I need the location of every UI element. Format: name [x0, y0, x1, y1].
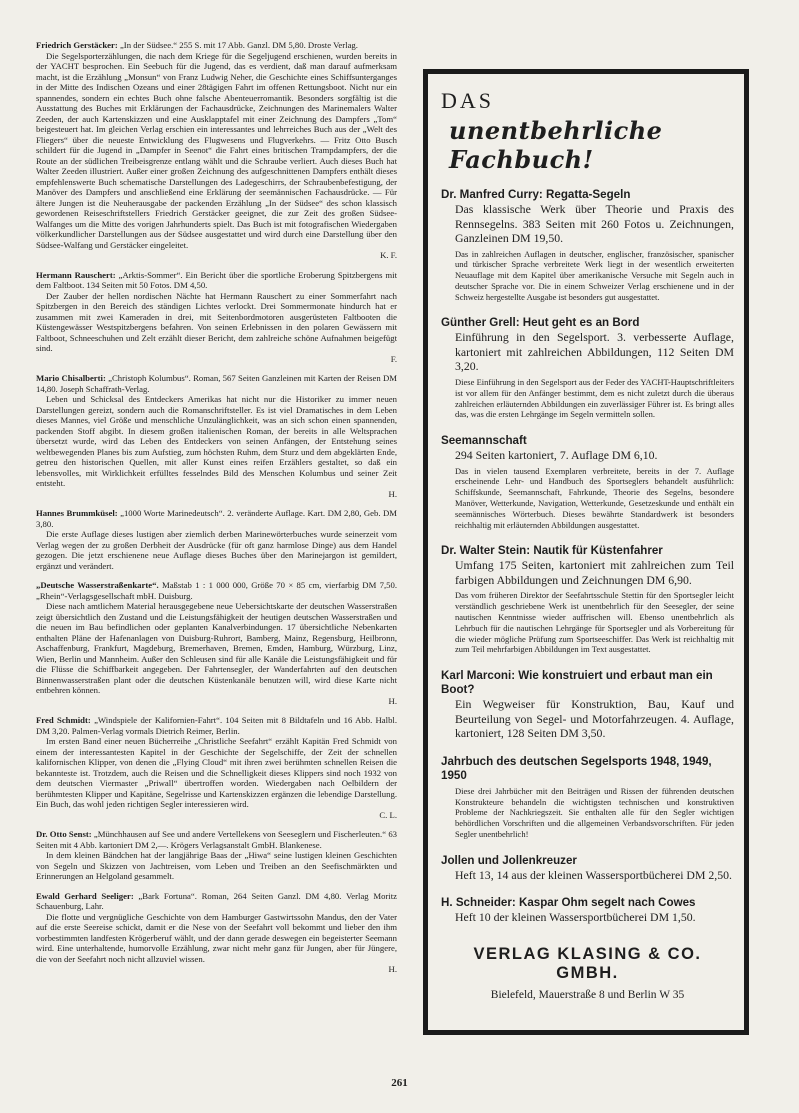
review-body: Die flotte und vergnügliche Geschichte von dem Hamburger Gastwirtssohn Mandus, den der Vater auf die erste Seereise schickt, damit er die Nese von der Seefahrt voll bekommt und lieber den ihm vorbestimmten landfesten Krögerberuf wählt, und der dann gerade deswegen ein begeisterter Seemann wird. Eine unterhaltende, humorvolle Erzählung, zwar nicht mehr ganz für Jungen, aber für Jüngere, die von der Seefahrt noch nicht allzuviel wissen.	[36, 911, 397, 964]
book-details: Umfang 175 Seiten, kartoniert mit zahlreichen zum Teil farbigen Abbildungen und Zeichnungen DM 6,90.	[455, 558, 734, 587]
book-description: Das in zahlreichen Auflagen in deutscher, englischer, französischer, spanischer und türkischer Sprache verbreitete Werk liegt in der wesentlich erweiterten Neuauflage mit dem Kapitel über amerikanische Versuche mit Segeln auch in deutscher Sprache vor. Die in einem Schweizer Verlag erschienene und in der Schweiz hergestellte Ausgabe ist besonders gut ausgestattet.	[455, 248, 734, 302]
review-signature: H.	[388, 695, 397, 706]
review-signature: H.	[388, 964, 397, 974]
book-title: Dr. Walter Stein: Nautik für Küstenfahrer	[441, 544, 663, 558]
review-item	[36, 508, 397, 571]
review-meta: „1000 Worte Marinedeutsch“. 2. veränderte Auflage. Kart. DM 2,80, Geb. DM 3,80.	[36, 508, 397, 529]
advertisement-box	[423, 69, 749, 1035]
review-body: Die Segelsporterzählungen, die nach dem Kriege für die Segeljugend erschienen, wurden bereits in der YACHT besprochen. Ein Seebuch für die Jugend, das es verdient, daß man darauf aufmerksam macht, ist die Erzählung „Monsun“ von Franz Ludwig Neher, die Geschichte eines Schiffsunterganges in der Mitte des Indischen Ozeans und einer 28tägigen Fahrt im offenen Rettungsboot. Nicht nur ein spannendes, sondern ein echtes Buch ohne falsche Abenteuerromantik. Besonders sorgfältig ist die Ausstattung des Buches mit Erklärungen der Fachausdrücke, Zeichnungen des Marinemalers Walter Zeeden, der auch Kartenskizzen und eine Ausklapptafel mit einer Zeichnung des Dampfers „Tom“ beigesteuert hat. Im gleichen Verlag erschien ein interessantes und lehrreiches Buch aus der „Welt des Fliegers“ über die neueste Entwicklung des Flugwesens und Flugverkehrs. — Fritz Otto Busch schildert für die Jugend in „Dampfer in Seenot“ die Fahrt eines britischen Trampdampfers, der die Route an der südlichen Treibeisgrenze entlang wählt und die Schraube verliert. Auch dieses Buch hat Walter Zeeden illustriert. Außer einer großen Zeichnung des aufgeschnittenen Dampfers enthält dieses empfehlenswerte Buch schematische Darstellungen des Ladegeschirrs, der Schraubenbefestigung, der Manöver des Dampfers und anschließend eine Erklärung der seemännischen Fachausdrücke. — Für ältere Jungen ist die Neuherausgabe der packenden Erzählung „In der Südsee“ des schon klassisch gewordenen Reiseschriftstellers Friedrich Gerstäcker geeignet, die zur Zeit des großen Südsee-Walfanges um die Mitte des vorigen Jahrhunderts spielt. Das Buch ist mit fotografischen Wiedergaben völkerkundlicher Darstellungen aus der Südsee ausgestattet und wird durch eine Darstellung über den Südsee-Walfang und Gerstäcker eingeleitet.	[36, 50, 397, 250]
book-entry	[441, 755, 734, 840]
book-description: Diese drei Jahrbücher mit den Beiträgen und Rissen der führenden deutschen Konstrukteure behandeln die wichtigsten technischen und konstruktiven Probleme der Nachkriegszeit. Sie enthalten alle für den Segler wichtigen behördlichen Vorschriften und die allgemeinen Verbandsvorschriften. Für jeden Segler unentbehrlich!	[455, 785, 734, 839]
book-details: Das klassische Werk über Theorie und Praxis des Rennsegelns. 383 Seiten mit 260 Fotos u. Zeichnungen, Ganzleinen DM 19,50.	[455, 202, 734, 245]
review-body: Der Zauber der hellen nordischen Nächte hat Hermann Rauschert zu einer Sommerfahrt nach Spitzbergen in den Bereich des ständigen Lichtes verlockt. Drei Sommermonate hindurch hat er zusammen mit zwei Kameraden in drei, mit Seitenbordmotoren ausgerüsteten Faltbooten die Küstengewässer Westspitzbergens befahren. Von seinen Erlebnissen in den polaren Gewässern mit Faltboot, Schneeschuhen und Zelt erzählt dieser Bericht, dem zahlreiche schöne Aufnahmen beigefügt sind.	[36, 290, 397, 353]
review-author: Fred Schmidt:	[36, 715, 91, 725]
book-list	[441, 188, 734, 925]
book-title: Jahrbuch des deutschen Segelsports 1948, 1949, 1950	[441, 754, 712, 782]
review-body: Im ersten Band einer neuen Bücherreihe „Christliche Seefahrt“ erzählt Kapitän Fred Schmidt von einem der interessantesten Kapitel in der Geschichte der Segelschiffe, der Zeit der schnellen kalifornischen Klipper, von denen die „Flying Cloud“ mit ihren zwei berühmten schnellen Reisen die bekannteste ist. Trotzdem, auch die Reisen und die Schnelligkeit dieses Klippers sind noch 1932 von dem deutschen Viermaster „Priwall“ übertroffen worden. Wiedergaben nach Oelbildern der berühmtesten Klipper und Kapitäne, Segelrisse und Kartenskizzen ergänzen die lebendige Darstellung. Ein Buch, das wohl jeden richtigen Segler interessieren wird.	[36, 736, 397, 809]
review-body: Diese nach amtlichem Material herausgegebene neue Uebersichtskarte der deutschen Wasserstraßen zeigt übersichtlich den Zustand und die Leistungsfähigkeit der heutigen deutschen Wasserstraßen und die neuen im Bau befindlichen oder geplanten Kanalverbindungen. 17 übersichtliche Nebenkarten enthalten Pläne der Hafenanlagen von Duisburg-Ruhrort, Bamberg, Mainz, Regensburg, Heilbronn, Aschaffenburg, Frankfurt, Magdeburg, Bremerhaven, Bremen, Emden, Hamburg, Würzburg, Linz, Wien, Berlin und Mannheim. Außer den Schleusen sind für alle Kanäle die Leistungsfähigkeit und für die Flüsse die Schiffbarkeit angegeben. Der Fahrtensegler, der Wanderfahrten auf den deutschen Binnenwasserstraßen plant oder die deutschen Küstenkanäle benutzen will, wird diese Karte nicht entbehren können.	[36, 601, 397, 695]
publisher-address: Bielefeld, Mauerstraße 8 und Berlin W 35	[490, 988, 685, 1001]
ad-heading: DAS	[441, 88, 495, 113]
book-title: Karl Marconi: Wie konstruiert und erbaut man ein Boot?	[441, 669, 713, 697]
review-author: Ewald Gerhard Seeliger:	[36, 890, 134, 901]
review-meta: „Christoph Kolumbus“. Roman, 567 Seiten Ganzleinen mit Karten der Reisen DM 14,80. Joseph Schaffrath-Verlag.	[36, 373, 397, 394]
page-number: 261	[391, 1077, 408, 1089]
book-details: Heft 10 der kleinen Wassersportbücherei DM 1,50.	[455, 910, 696, 925]
review-body: In dem kleinen Bändchen hat der langjährige Baas der „Hiwa“ seine lustigen kleinen Geschichten von Segeln und Skizzen von Jachtreisen, vom Leben und Treiben an den Seefischmärkten und Erinnerungen an Helgoland gesammelt.	[36, 850, 397, 881]
ad-slogan: unentbehrliche Fachbuch!	[449, 116, 663, 174]
review-author: Hannes Brummküsel:	[36, 508, 118, 518]
book-details: 294 Seiten kartoniert, 7. Auflage DM 6,10.	[455, 448, 658, 463]
review-signature: F.	[390, 353, 397, 364]
book-title: Seemannschaft	[441, 434, 527, 448]
review-signature: C. L.	[379, 809, 397, 820]
book-title: Günther Grell: Heut geht es an Bord	[441, 316, 640, 330]
book-entry	[441, 669, 734, 741]
book-entry	[441, 896, 734, 925]
book-description: Das vom früheren Direktor der Seefahrtsschule Stettin für den Sportsegler leicht verständlich geschriebene Werk ist unentbehrlich für den Seesegler, der seine nautischen Kenntnisse wieder auffrischen will. Ebenso unentbehrlich als Lehrbuch für die nautischen Lehrgänge für Sportsegler und als Vorbereitung für die wieder mögliche Prüfung zum Sportseeschiffer. Das Werk ist reichhaltig mit zum Teil mehrfarbigen Abbildungen im Text ausgestattet.	[455, 590, 734, 655]
reviews-column	[36, 40, 397, 984]
review-item	[36, 373, 397, 499]
review-item	[36, 580, 397, 706]
review-meta: „Münchhausen auf See und andere Vertellekens von Seeseglern und Fischerleuten.“ 63 Seiten mit 4 Abb. kartoniert DM 2,—. Krögers Verlagsanstalt GmbH. Blankenese.	[36, 829, 398, 850]
review-meta: „Bark Fortuna“. Roman, 264 Seiten Ganzl. DM 4,80. Verlag Moritz Schauenburg, Lahr.	[36, 890, 397, 911]
book-entry	[441, 316, 734, 420]
review-item	[36, 715, 397, 820]
review-author: Hermann Rauschert:	[36, 269, 116, 280]
review-author: Friedrich Gerstäcker:	[36, 40, 118, 50]
book-description: Das in vielen tausend Exemplaren verbreitete, bereits in der 7. Auflage erscheinende Lehr- und Handbuch des Sportseglers behandelt ausführlich: Schiffskunde, Seemannschaft, Fahrkunde, Theorie des Segelns, besondere Manöver, Wetterkunde, Navigation, Wetterkunde, Gesetzeskunde und enthält ein seemännisches Wörterbuch. Dieses bewährte Standardwerk ist besonders reichhaltig mit erläuternden Abbildungen ausgestattet.	[455, 465, 734, 530]
review-author: „Deutsche Wasserstraßenkarte“.	[36, 580, 159, 590]
book-details: Einführung in den Segelsport. 3. verbesserte Auflage, kartoniert mit zahlreichen Abbildungen, 112 Seiten DM 3,20.	[455, 330, 734, 374]
publisher-name: VERLAG KLASING & CO. GMBH.	[473, 944, 702, 982]
review-meta: „Arktis-Sommer“. Ein Bericht über die sportliche Eroberung Spitzbergens mit dem Faltboot. 134 Seiten mit 50 Fotos. DM 4,50.	[36, 269, 397, 290]
review-item	[36, 891, 397, 975]
review-item	[36, 40, 397, 261]
book-details: Heft 13, 14 aus der kleinen Wassersportbücherei DM 2,50.	[455, 867, 732, 882]
review-body: Leben und Schicksal des Entdeckers Amerikas hat nicht nur die Historiker zu immer neuen Darstellungen gereizt, sondern auch die Romanschriftsteller. Es ist viel Dramatisches in dem Leben dieses Mannes, viel Größe und menschliche Unzulänglichkeit, was an sich schon einen spannenden, packenden Stoff abgibt. In diesem großen italienischen Roman, der bereits in alle Weltsprachen übersetzt wurde, wird das Leben des Entdeckers von seinen Anfängen, der Entstehung seines weltbewegenden Planes bis zum Aufstieg, zum höchsten Ruhm, dem Sturz und dem abgeklärten Ende, getreu den historischen Quellen, mit aller Kunst eines reifen Erzählers gestaltet, so daß ein lebensvolles, mit Wirklichkeit erfülltes fesselndes Bild des Menschen Kolumbus und seiner Zeit entsteht.	[36, 394, 397, 488]
review-meta: „In der Südsee.“ 255 S. mit 17 Abb. Ganzl. DM 5,80. Droste Verlag.	[119, 40, 358, 50]
book-title: H. Schneider: Kaspar Ohm segelt nach Cowes	[441, 896, 696, 910]
review-item	[36, 270, 397, 365]
review-author: Mario Chisalberti:	[36, 373, 106, 383]
book-entry	[441, 434, 734, 530]
book-entry	[441, 544, 734, 655]
book-details: Ein Wegweiser für Konstruktion, Bau, Kauf und Beurteilung von Segel- und Motorfahrzeugen. 4. Auflage, kartoniert, 128 Seiten DM 3,50.	[455, 697, 734, 741]
book-title: Dr. Manfred Curry: Regatta-Segeln	[441, 188, 631, 201]
book-description: Diese Einführung in den Segelsport aus der Feder des YACHT-Hauptschriftleiters ist vor allem für den Anfänger bestimmt, dem es nicht zuletzt durch die überaus zahlreichen erläuternden Abbildungen ein zuverlässiger Führer ist. Es bringt alles das, was die ersten Lehrgänge im Segeln vermitteln sollen.	[455, 376, 734, 420]
review-body: Die erste Auflage dieses lustigen aber ziemlich derben Marinewörterbuches wurde seinerzeit vom Verlag wegen der zu großen Derbheit der Ausdrücke (für oft ganz harmlose Dinge) aus dem Handel gezogen. Die jetzt erschienene neue Auflage dieses Buches über den Marinejargon ist gemildert, ergänzt und verändert.	[36, 529, 397, 571]
review-signature: K. F.	[380, 250, 397, 260]
review-author: Dr. Otto Senst:	[36, 829, 92, 839]
review-item	[36, 829, 397, 882]
review-meta: Maßstab 1 : 1 000 000, Größe 70 × 85 cm, vierfarbig DM 7,50. „Rhein“-Verlagsgesellschaft mbH. Duisburg.	[36, 580, 398, 601]
book-entry	[441, 854, 734, 883]
book-entry	[441, 188, 734, 302]
book-title: Jollen und Jollenkreuzer	[441, 853, 577, 867]
review-meta: „Windspiele der Kalifornien-Fahrt“. 104 Seiten mit 8 Bildtafeln und 16 Abb. Halbl. DM 3,20. Palmen-Verlag vormals Dietrich Reimer, Berlin.	[36, 715, 398, 736]
review-signature: H.	[388, 488, 397, 499]
